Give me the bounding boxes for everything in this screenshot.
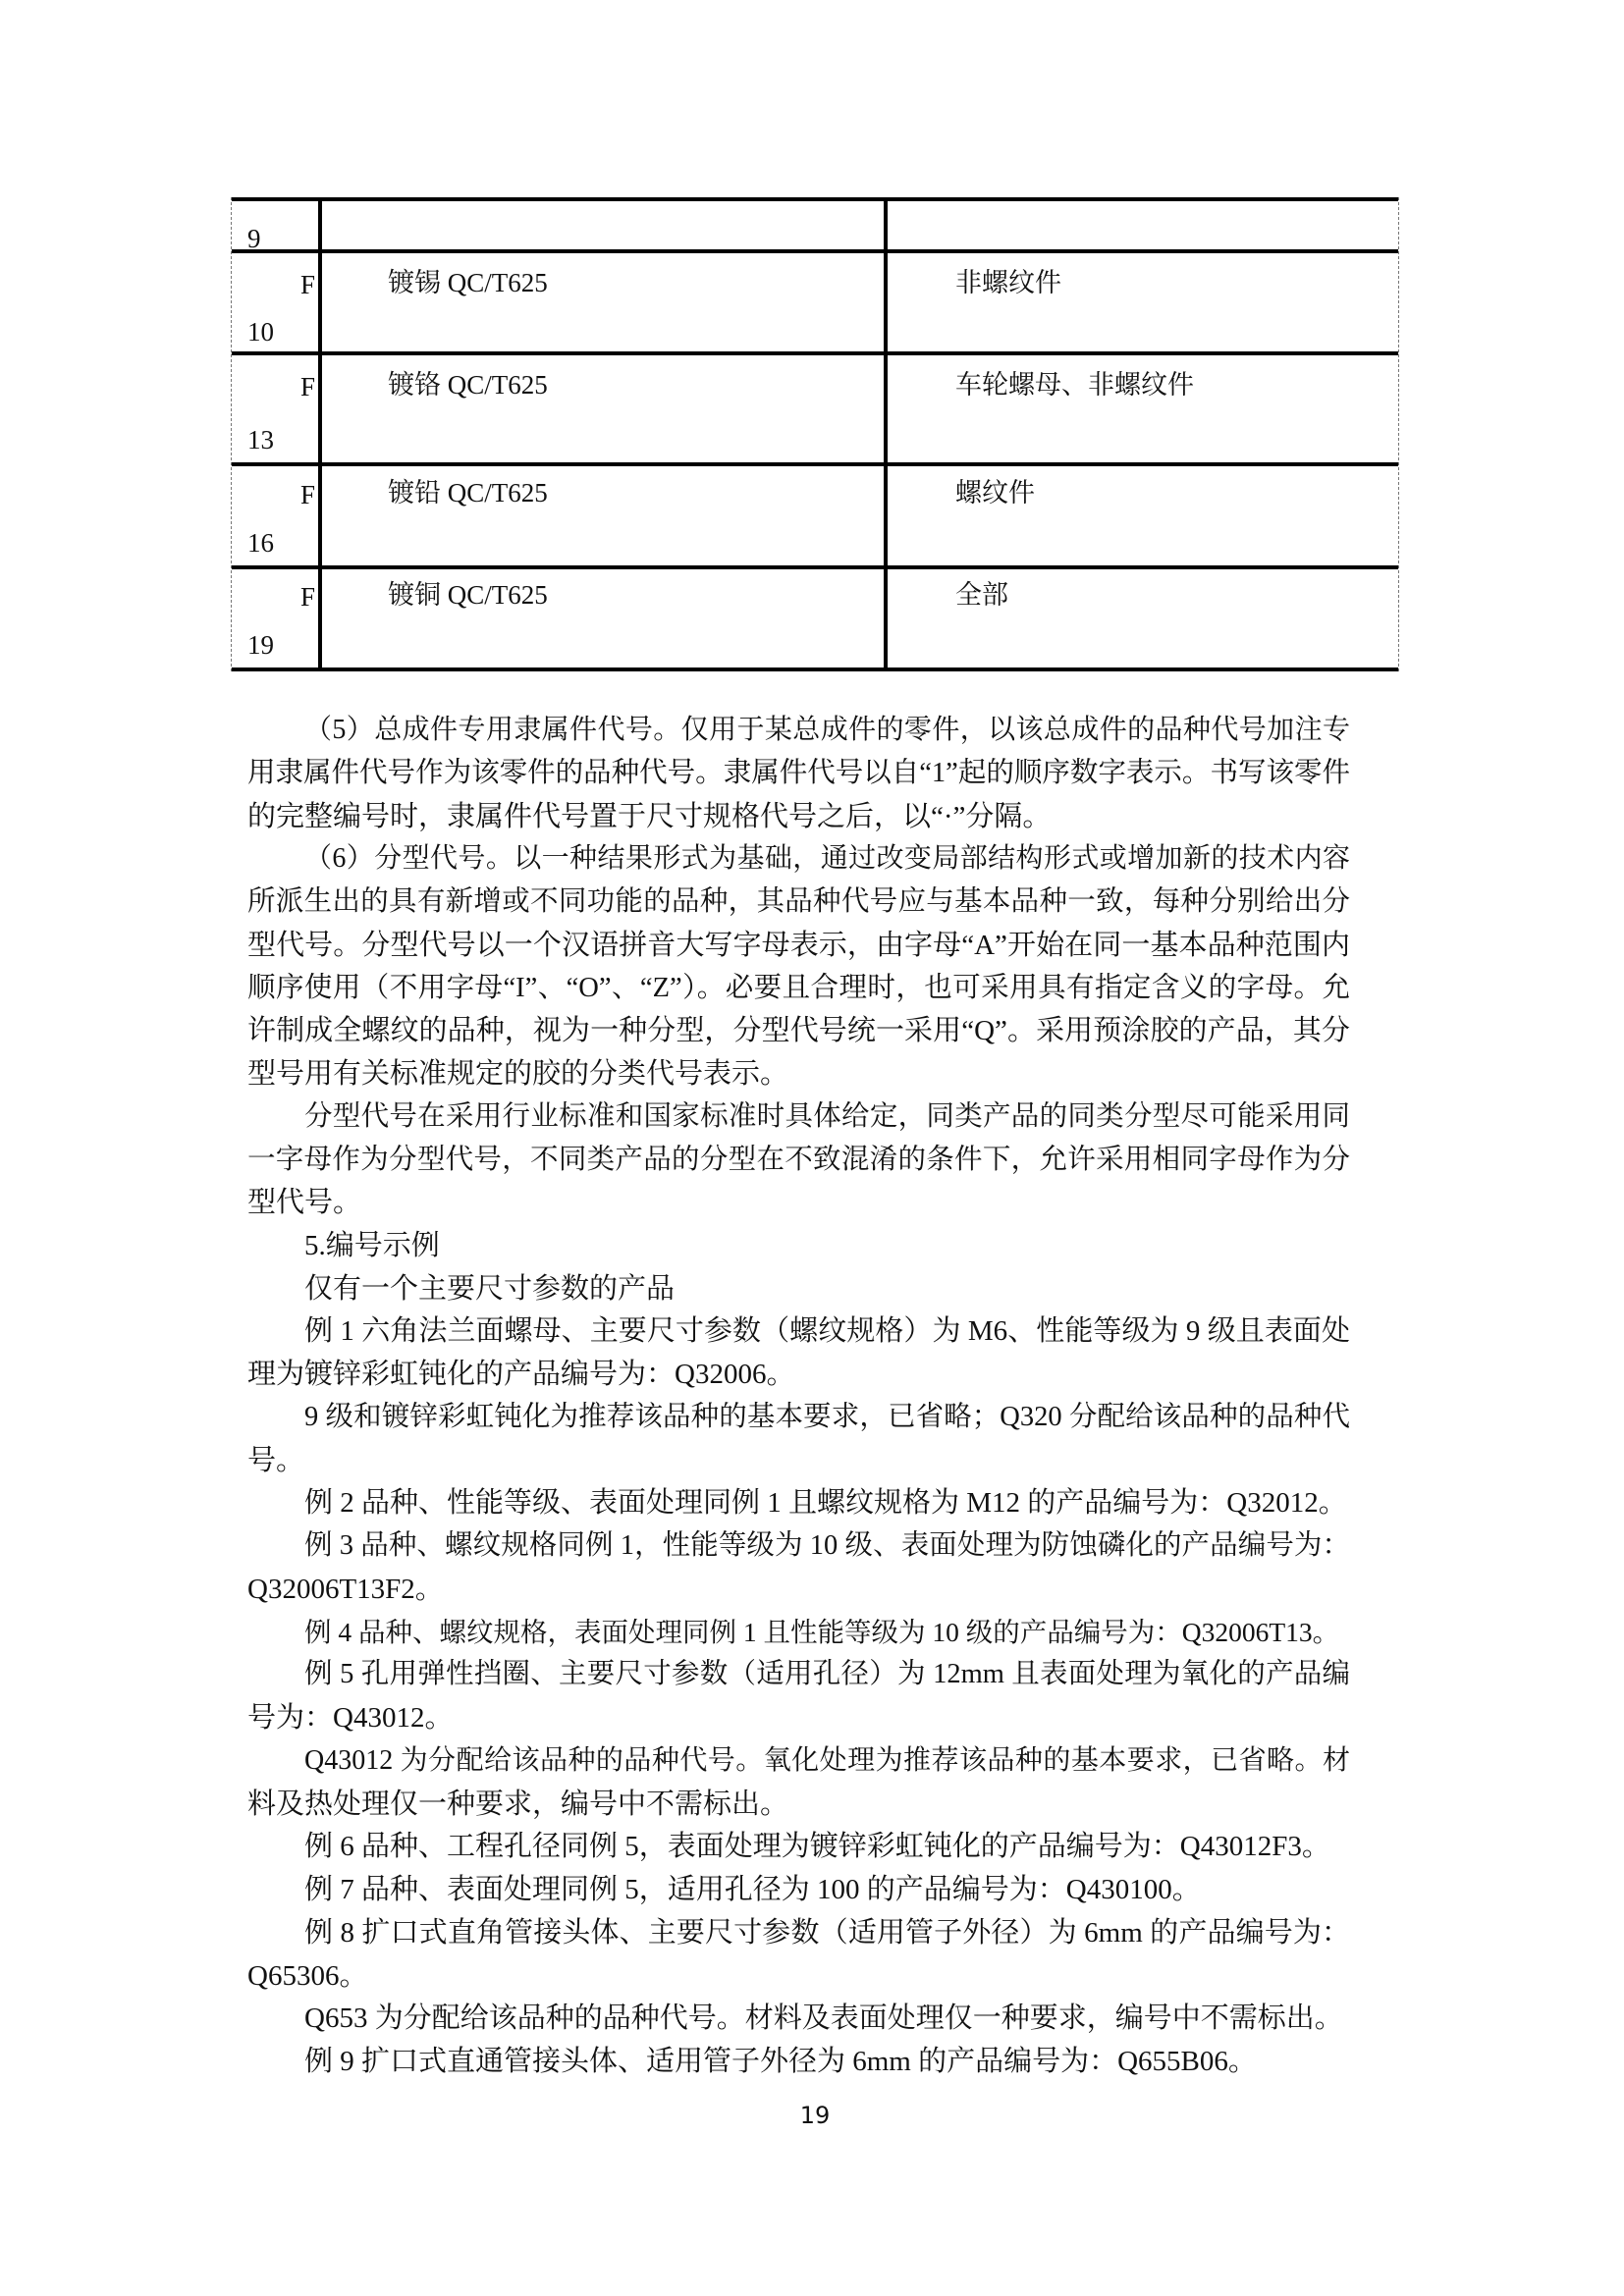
treatment-cell: 镀铜 QC/T625 — [388, 580, 548, 610]
paragraph-line: （6）分型代号。以一种结果形式为基础，通过改变局部结构形式或增加新的技术内容 — [304, 843, 1350, 874]
code-top: F — [300, 582, 316, 612]
paragraph-line: 型代号。 — [247, 1187, 362, 1218]
code-number: 16 — [247, 528, 274, 558]
paragraph-line: 例 7 品种、表面处理同例 5，适用孔径为 100 的产品编号为：Q430100。 — [304, 1874, 1201, 1905]
paragraph-line: 料及热处理仅一种要求，编号中不需标出。 — [247, 1789, 789, 1820]
scope-cell: 全部 — [955, 580, 1008, 610]
paragraph-line: 型号用有关标准规定的胶的分类代号表示。 — [247, 1058, 789, 1090]
paragraph-line: Q65306。 — [247, 1960, 368, 1992]
paragraph-line: 用隶属件代号作为该零件的品种代号。隶属件代号以自“1”起的顺序数字表示。书写该零件 — [247, 758, 1350, 788]
treatment-cell: 镀铅 QC/T625 — [388, 478, 548, 507]
table-rule — [232, 197, 1398, 201]
paragraph-line: 例 2 品种、性能等级、表面处理同例 1 且螺纹规格为 M12 的产品编号为：Q32012。 — [304, 1487, 1347, 1519]
code-top: F — [300, 270, 316, 299]
treatment-cell: 镀铬 QC/T625 — [388, 370, 548, 400]
scope-cell: 非螺纹件 — [955, 268, 1061, 297]
table-rule — [232, 249, 1398, 253]
table-column-divider — [884, 197, 888, 671]
paragraph-line: 号。 — [247, 1445, 305, 1476]
section-heading: 5.编号示例 — [304, 1230, 440, 1261]
paragraph-line: 例 4 品种、螺纹规格，表面处理同例 1 且性能等级为 10 级的产品编号为：Q32006T13。 — [304, 1617, 1340, 1647]
paragraph-line: 顺序使用（不用字母“I”、“O”、“Z”）。必要且合理时，也可采用具有指定含义的字母。允 — [247, 973, 1350, 1003]
paragraph-line: 所派生出的具有新增或不同功能的品种，其品种代号应与基本品种一致，每种分别给出分 — [247, 886, 1350, 917]
table-rule — [232, 351, 1398, 355]
paragraph-line: Q43012 为分配给该品种的品种代号。氧化处理为推荐该品种的基本要求，已省略。材 — [304, 1745, 1350, 1776]
paragraph-line: Q653 为分配给该品种的品种代号。材料及表面处理仅一种要求，编号中不需标出。 — [304, 2002, 1343, 2034]
table-rule — [232, 565, 1398, 569]
code-top: F — [300, 372, 316, 401]
table-rule — [232, 667, 1398, 671]
paragraph-line: 例 6 品种、工程孔径同例 5，表面处理为镀锌彩虹钝化的产品编号为：Q43012F3。 — [304, 1831, 1330, 1862]
code-number: 10 — [247, 317, 274, 347]
surface-treatment-table — [231, 197, 1399, 671]
code-number: 13 — [247, 425, 274, 454]
table-rule — [232, 462, 1398, 466]
code-number: 9 — [247, 224, 261, 253]
paragraph-line: 例 3 品种、螺纹规格同例 1，性能等级为 10 级、表面处理为防蚀磷化的产品编号为： — [304, 1530, 1350, 1561]
paragraph-line: 例 5 孔用弹性挡圈、主要尺寸参数（适用孔径）为 12mm 且表面处理为氧化的产品编 — [304, 1659, 1350, 1689]
paragraph-line: 例 9 扩口式直通管接头体、适用管子外径为 6mm 的产品编号为：Q655B06。 — [304, 2046, 1257, 2077]
paragraph-line: 的完整编号时，隶属件代号置于尺寸规格代号之后，以“·”分隔。 — [247, 801, 1052, 832]
paragraph-line: 例 8 扩口式直角管接头体、主要尺寸参数（适用管子外径）为 6mm 的产品编号为： — [304, 1917, 1350, 1949]
code-number: 19 — [247, 630, 274, 660]
paragraph-line: 分型代号在采用行业标准和国家标准时具体给定，同类产品的同类分型尽可能采用同 — [304, 1101, 1350, 1132]
page-number: 19 — [799, 2102, 831, 2129]
paragraph-line: 例 1 六角法兰面螺母、主要尺寸参数（螺纹规格）为 M6、性能等级为 9 级且表面处 — [304, 1315, 1350, 1347]
subsection-heading: 仅有一个主要尺寸参数的产品 — [304, 1273, 676, 1305]
paragraph-line: 9 级和镀锌彩虹钝化为推荐该品种的基本要求，已省略；Q320 分配给该品种的品种代 — [304, 1402, 1350, 1432]
paragraph-line: 理为镀锌彩虹钝化的产品编号为：Q32006。 — [247, 1359, 795, 1390]
treatment-cell: 镀锡 QC/T625 — [388, 268, 548, 297]
paragraph-line: （5）总成件专用隶属件代号。仅用于某总成件的零件，以该总成件的品种代号加注专 — [304, 715, 1350, 745]
scope-cell: 螺纹件 — [955, 478, 1035, 507]
paragraph-line: 型代号。分型代号以一个汉语拼音大写字母表示，由字母“A”开始在同一基本品种范围内 — [247, 930, 1350, 961]
paragraph-line: 一字母作为分型代号，不同类产品的分型在不致混淆的条件下，允许采用相同字母作为分 — [247, 1145, 1350, 1175]
paragraph-line: 号为：Q43012。 — [247, 1702, 454, 1734]
scope-cell: 车轮螺母、非螺纹件 — [955, 370, 1194, 400]
table-column-divider — [318, 197, 322, 671]
code-top: F — [300, 480, 316, 509]
paragraph-line: Q32006T13F2。 — [247, 1574, 444, 1605]
paragraph-line: 许制成全螺纹的品种，视为一种分型，分型代号统一采用“Q”。采用预涂胶的产品，其分 — [247, 1015, 1350, 1046]
